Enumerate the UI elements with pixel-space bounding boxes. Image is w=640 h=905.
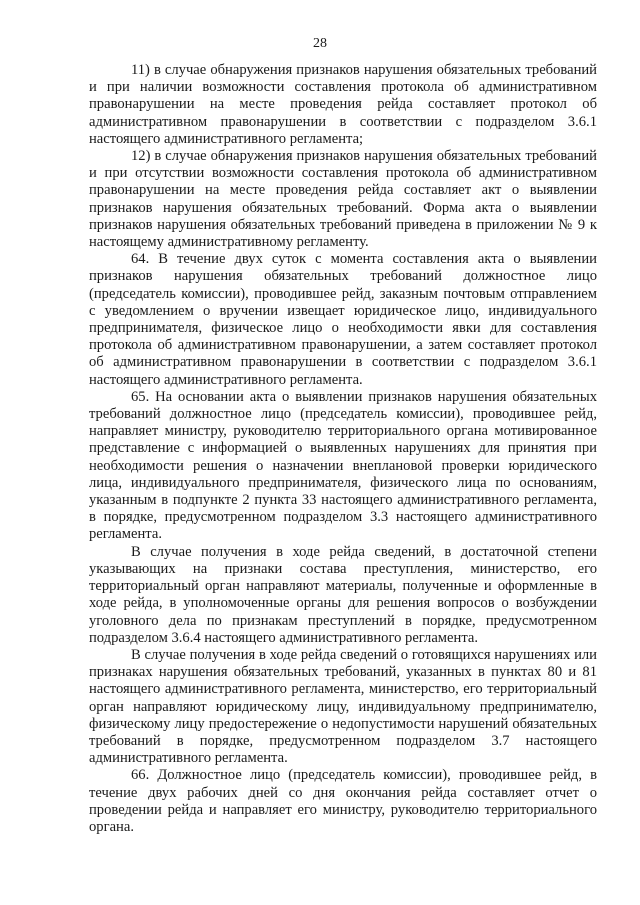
paragraph-66: 66. Должностное лицо (председатель комиссии), проводившее рейд, в течение двух рабочих дней со дня окончания рейда составляет отчет о проведении рейда и направляет его министру, руководителю территориального органа.	[89, 767, 597, 835]
paragraph-crime-evidence: В случае получения в ходе рейда сведений, в достаточной степени указывающих на признаки состава преступления, министерство, его территориальный орган направляют материалы, полученные и оформленные в ходе рейда, в уполномоченные органы для решения вопросов о возбуждении уголовного дела по признакам преступлений в порядке, предусмотренном подразделом 3.6.4 настоящего административного регламента.	[89, 543, 597, 646]
paragraph-65: 65. На основании акта о выявлении признаков нарушения обязательных требований должностное лицо (председатель комиссии), проводившее рейд, направляет министру, руководителю территориального органа мотивированное представление с информацией о выявленных нарушениях для принятия при необходимости решения о назначении внеплановой проверки юридического лица, индивидуального предпринимателя, физического лица по основаниям, указанным в подпункте 2 пункта 33 настоящего административного регламента, в порядке, предусмотренном подразделом 3.3 настоящего административного регламента.	[89, 388, 597, 543]
page-number: 28	[313, 36, 327, 51]
paragraph-warning: В случае получения в ходе рейда сведений о готовящихся нарушениях или признаках нарушения обязательных требований, указанных в пунктах 80 и 81 настоящего административного регламента, министерство, его территориальный орган направляют юридическому лицу, индивидуальному предпринимателю, физическому лицу предостережение о недопустимости нарушений обязательных требований в порядке, предусмотренном подразделом 3.7 настоящего административного регламента.	[89, 646, 597, 767]
paragraph-64: 64. В течение двух суток с момента составления акта о выявлении признаков нарушения обязательных требований должностное лицо (председатель комиссии), проводившее рейд, заказным почтовым отправлением с уведомлением о вручении извещает юридическое лицо, индивидуального предпринимателя, физическое лицо о необходимости явки для составления протокола об административном правонарушении, а затем составляет протокол об административном правонарушении в соответствии с подразделом 3.6.1 настоящего административного регламента.	[89, 251, 597, 388]
paragraph-item-12: 12) в случае обнаружения признаков нарушения обязательных требований и при отсутствии возможности составления протокола об административном правонарушении на месте проведения рейда составляет акт о выявлении признаков нарушения обязательных требований. Форма акта о выявлении признаков нарушения обязательных требований приведена в приложении № 9 к настоящему административному регламенту.	[89, 148, 597, 251]
document-body	[89, 62, 597, 836]
paragraph-item-11: 11) в случае обнаружения признаков нарушения обязательных требований и при наличии возможности составления протокола об административном правонарушении на месте проведения рейда составляет протокол об административном правонарушении в соответствии с подразделом 3.6.1 настоящего административного регламента;	[89, 62, 597, 147]
